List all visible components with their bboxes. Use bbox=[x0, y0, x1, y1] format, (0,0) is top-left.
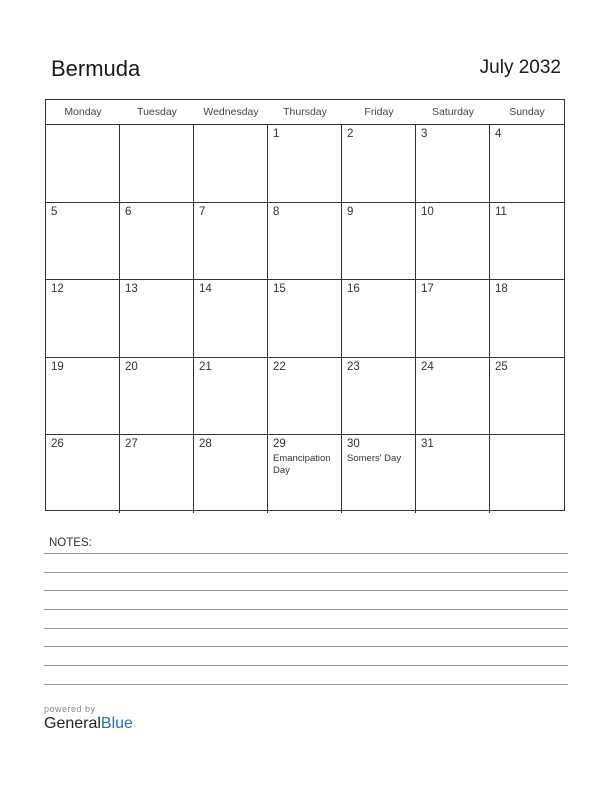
week-row bbox=[46, 358, 564, 436]
note-line bbox=[44, 553, 568, 554]
weekday-tuesday: Tuesday bbox=[137, 106, 177, 118]
day-number: 29 bbox=[273, 438, 286, 450]
day-cell bbox=[342, 203, 416, 280]
day-number: 22 bbox=[273, 360, 286, 373]
day-cell bbox=[194, 203, 268, 280]
day-cell bbox=[268, 435, 342, 513]
day-cell bbox=[120, 435, 194, 513]
day-cell bbox=[120, 358, 194, 435]
day-number: 2 bbox=[347, 128, 354, 140]
day-number: 7 bbox=[199, 205, 206, 218]
day-cell bbox=[268, 203, 342, 280]
day-cell bbox=[416, 435, 490, 513]
day-cell bbox=[194, 280, 268, 357]
day-cell bbox=[194, 435, 268, 513]
day-cell bbox=[194, 125, 268, 202]
day-cell bbox=[416, 280, 490, 357]
day-cell bbox=[46, 203, 120, 280]
weekday-saturday: Saturday bbox=[431, 106, 475, 118]
footer-logo bbox=[44, 704, 133, 733]
week-row bbox=[46, 125, 564, 203]
day-cell bbox=[268, 280, 342, 357]
day-cell bbox=[268, 125, 342, 202]
weekday-thursday: Thursday bbox=[283, 106, 327, 118]
brand-logo bbox=[44, 715, 133, 733]
day-cell bbox=[416, 358, 490, 435]
day-number: 18 bbox=[495, 283, 508, 295]
day-number: 28 bbox=[199, 438, 212, 450]
country-title: Bermuda bbox=[51, 56, 141, 81]
day-cell bbox=[120, 280, 194, 357]
day-number: 25 bbox=[495, 360, 508, 373]
day-number: 10 bbox=[421, 205, 434, 218]
day-number: 13 bbox=[125, 283, 138, 295]
week-row bbox=[46, 203, 564, 281]
powered-by-text: powered by bbox=[44, 704, 96, 714]
day-cell bbox=[194, 358, 268, 435]
day-number: 26 bbox=[51, 438, 64, 450]
day-cell bbox=[342, 435, 416, 513]
day-number: 24 bbox=[421, 360, 434, 373]
day-cell bbox=[490, 125, 564, 202]
weekday-monday: Monday bbox=[64, 106, 102, 118]
note-line bbox=[44, 684, 568, 685]
day-number: 14 bbox=[199, 283, 212, 295]
month-title: July 2032 bbox=[479, 57, 561, 78]
day-number: 21 bbox=[199, 360, 212, 373]
day-cell bbox=[342, 125, 416, 202]
day-number: 4 bbox=[495, 128, 502, 140]
holiday-label: Emancipation Day bbox=[273, 453, 331, 476]
day-cell bbox=[416, 203, 490, 280]
day-number: 27 bbox=[125, 438, 138, 450]
day-number: 6 bbox=[125, 205, 132, 218]
day-cell bbox=[416, 125, 490, 202]
day-cell bbox=[46, 435, 120, 513]
week-row bbox=[46, 280, 564, 358]
weekday-header-row bbox=[46, 100, 564, 125]
weeks-container bbox=[46, 125, 564, 513]
weekday-sunday: Sunday bbox=[509, 106, 545, 118]
note-line bbox=[44, 572, 568, 573]
brand-general-text: General bbox=[44, 715, 101, 732]
day-cell bbox=[490, 203, 564, 280]
weekday-wednesday: Wednesday bbox=[203, 106, 259, 118]
day-cell bbox=[120, 203, 194, 280]
day-number: 11 bbox=[495, 205, 507, 218]
brand-blue-text: Blue bbox=[100, 715, 133, 732]
day-number: 12 bbox=[51, 283, 64, 295]
holiday-label: Somers' Day bbox=[347, 453, 402, 464]
day-cell bbox=[46, 125, 120, 202]
day-number: 15 bbox=[273, 283, 286, 295]
notes-label: NOTES: bbox=[49, 537, 92, 549]
note-line bbox=[44, 646, 568, 647]
day-number: 17 bbox=[421, 283, 434, 295]
day-cell bbox=[342, 280, 416, 357]
day-number: 16 bbox=[347, 283, 360, 295]
week-row bbox=[46, 435, 564, 513]
calendar-grid bbox=[45, 99, 565, 511]
weekday-friday: Friday bbox=[364, 106, 394, 118]
day-number: 31 bbox=[421, 438, 434, 450]
day-number: 1 bbox=[273, 128, 280, 140]
day-cell bbox=[46, 280, 120, 357]
day-number: 5 bbox=[51, 205, 58, 218]
note-line bbox=[44, 609, 568, 610]
day-cell bbox=[490, 280, 564, 357]
note-line bbox=[44, 628, 568, 629]
day-cell bbox=[490, 358, 564, 435]
day-number: 23 bbox=[347, 360, 360, 373]
day-number: 3 bbox=[421, 128, 428, 140]
day-number: 9 bbox=[347, 205, 354, 218]
day-cell bbox=[268, 358, 342, 435]
day-cell bbox=[490, 435, 564, 513]
day-number: 20 bbox=[125, 360, 138, 373]
note-line bbox=[44, 665, 568, 666]
day-number: 8 bbox=[273, 205, 280, 218]
day-cell bbox=[120, 125, 194, 202]
day-number: 19 bbox=[51, 360, 64, 373]
note-line bbox=[44, 590, 568, 591]
day-number: 30 bbox=[347, 438, 360, 450]
day-cell bbox=[342, 358, 416, 435]
day-cell bbox=[46, 358, 120, 435]
